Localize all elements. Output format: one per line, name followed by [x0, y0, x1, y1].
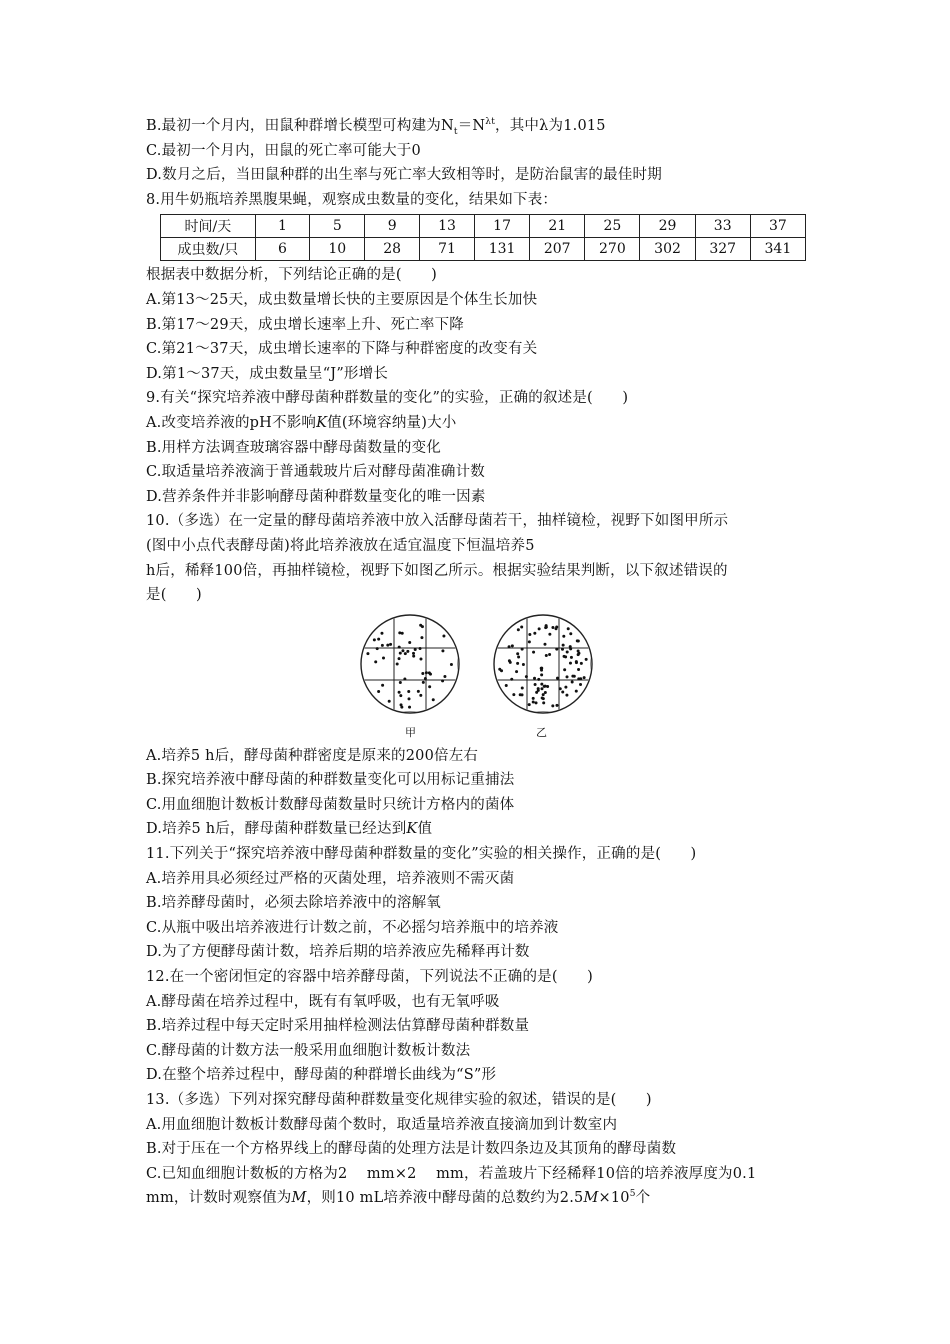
table-header-counts: 成虫数/只 [161, 238, 256, 261]
yeast-dot [528, 640, 531, 643]
yeast-dot [377, 637, 380, 640]
table-cell-day: 17 [475, 215, 530, 238]
table-cell-count: 6 [255, 238, 310, 261]
q9a-k: K [316, 414, 328, 431]
yeast-dot [546, 685, 549, 688]
yeast-dot [533, 631, 536, 634]
yeast-dot [512, 693, 515, 696]
table-cell-count: 131 [475, 238, 530, 261]
yeast-dot [569, 645, 572, 648]
q11-option-c: C.从瓶中吸出培养液进行计数之前，不必摇匀培养瓶中的培养液 [146, 919, 559, 936]
table-cell-count: 71 [420, 238, 475, 261]
q10-stem-line3: h后，稀释100倍，再抽样镜检，视野下如图乙所示。根据实验结果判断，以下叙述错误的 [146, 562, 728, 579]
yeast-dot [386, 643, 389, 646]
yeast-dot [548, 632, 551, 635]
yeast-dot [374, 660, 377, 663]
yeast-dot [408, 697, 411, 700]
yeast-dot [551, 704, 554, 707]
q11-stem: 11.下列关于“探究培养液中酵母菌种群数量的变化”实验的相关操作，正确的是( ) [146, 846, 697, 863]
yeast-dot [562, 643, 565, 646]
yeast-dot [564, 655, 567, 658]
yeast-dot [521, 647, 524, 650]
yeast-dot [570, 656, 573, 659]
yeast-dot [575, 689, 578, 692]
table-cell-count: 302 [640, 238, 695, 261]
yeast-dot [540, 682, 543, 685]
q10-option-a: A.培养5 h后，酵母菌种群密度是原来的200倍左右 [146, 747, 479, 764]
yeast-dot [545, 624, 548, 627]
table-cell-day: 33 [695, 215, 750, 238]
q10d-post: 值 [417, 821, 433, 838]
q12-option-b: B.培养过程中每天定时采用抽样检测法估算酵母菌种群数量 [146, 1018, 530, 1035]
table-row-days [161, 215, 806, 238]
hemocytometer-svg [146, 612, 806, 742]
yeast-dot [407, 690, 410, 693]
q13c-pre: mm，计数时观察值为 [146, 1190, 292, 1207]
yeast-dot [419, 694, 422, 697]
yeast-dot [417, 690, 420, 693]
yeast-dot [577, 639, 580, 642]
yeast-dot [556, 676, 559, 679]
yeast-dot [521, 686, 524, 689]
q12-stem: 12.在一个密闭恒定的容器中培养酵母菌，下列说法不正确的是( ) [146, 969, 593, 986]
table-cell-day: 9 [365, 215, 420, 238]
q10-option-c: C.用血细胞计数板计数酵母菌数量时只统计方格内的菌体 [146, 796, 515, 813]
yeast-dot [408, 641, 411, 644]
yeast-dot [541, 696, 544, 699]
yeast-dot [510, 677, 513, 680]
q10d-pre: D.培养5 h后，酵母菌种群数量已经达到 [146, 821, 407, 838]
yeast-dot [515, 670, 518, 673]
field-of-view-a [361, 615, 459, 713]
yeast-dot [422, 681, 425, 684]
q13c-post: 个 [635, 1190, 651, 1207]
yeast-dot [511, 644, 514, 647]
yeast-dot [555, 704, 558, 707]
yeast-dot [573, 674, 576, 677]
yeast-dot [583, 676, 586, 679]
q9a-post: 值(环境容纳量)大小 [327, 414, 457, 431]
yeast-dot [577, 677, 580, 680]
yeast-dot [569, 632, 572, 635]
yeast-dot [532, 700, 535, 703]
figure-label-jia: 甲 [405, 725, 416, 739]
yeast-dot [421, 672, 424, 675]
yeast-dot [428, 671, 431, 674]
table-cell-day: 1 [255, 215, 310, 238]
table-cell-day: 5 [310, 215, 365, 238]
q13-option-b: B.对于压在一个方格界线上的酵母菌的处理方法是计数四条边及其顶角的酵母菌数 [146, 1141, 677, 1158]
yeast-dot [540, 673, 543, 676]
table-cell-day: 29 [640, 215, 695, 238]
yeast-dot [517, 655, 520, 658]
q12-option-d: D.在整个培养过程中，酵母菌的种群增长曲线为“S”形 [146, 1067, 497, 1084]
q10-option-d [146, 817, 806, 842]
yeast-dot [424, 677, 427, 680]
yeast-dot [419, 657, 422, 660]
yeast-dot [551, 626, 554, 629]
q7b-sup2: t [491, 117, 496, 128]
q8-stem: 8.用牛奶瓶培养黑腹果蝇，观察成虫数量的变化，结果如下表： [146, 191, 558, 208]
q10-stem-line4: 是( ) [146, 587, 202, 604]
q13-stem: 13.（多选）下列对探究酵母菌种群数量变化规律实验的叙述，错误的是( ) [146, 1092, 652, 1108]
yeast-dot [580, 662, 583, 665]
yeast-dot [525, 675, 528, 678]
yeast-dot [399, 651, 402, 654]
q8-option-a: A.第13～25天，成虫数量增长快的主要原因是个体生长加快 [146, 291, 538, 308]
yeast-dot [516, 652, 519, 655]
table-cell-count: 10 [310, 238, 365, 261]
yeast-dot [566, 650, 569, 653]
yeast-dot [534, 683, 537, 686]
yeast-dot [382, 656, 385, 659]
yeast-dot [537, 687, 540, 690]
yeast-dot [408, 705, 411, 708]
yeast-dot [564, 685, 567, 688]
yeast-dot [432, 698, 435, 701]
yeast-dot [441, 649, 444, 652]
q9-stem: 9.有关“探究培养液中酵母菌种群数量的变化”的实验，正确的叙述是( ) [146, 390, 629, 407]
q7b-sub: t [453, 126, 458, 137]
q10-stem-line1: 10.（多选）在一定量的酵母菌培养液中放入活酵母菌若干，抽样镜检，视野下如图甲所示 [146, 513, 729, 530]
yeast-dot [399, 694, 402, 697]
yeast-dot [535, 701, 538, 704]
q11-option-d: D.为了方便酵母菌计数，培养后期的培养液应先稀释再计数 [146, 944, 530, 961]
table-cell-count: 270 [585, 238, 640, 261]
hemocytometer-figure [146, 612, 806, 742]
table-cell-day: 13 [420, 215, 475, 238]
q8-question: 根据表中数据分析，下列结论正确的是( ) [146, 267, 438, 284]
table-cell-day: 37 [750, 215, 805, 238]
yeast-dot [508, 645, 511, 648]
yeast-dot [366, 652, 369, 655]
q10-option-b: B.探究培养液中酵母菌的种群数量变化可以用标记重捕法 [146, 772, 515, 789]
yeast-dot [419, 647, 422, 650]
yeast-dot [545, 654, 548, 657]
yeast-dot [542, 701, 545, 704]
yeast-dot [561, 647, 564, 650]
q13c-sup: 5 [629, 1189, 636, 1200]
yeast-dot [517, 628, 520, 631]
yeast-dot [579, 683, 582, 686]
q13c-m2: M [583, 1190, 599, 1207]
yeast-dot [420, 636, 423, 639]
table-cell-count: 341 [750, 238, 805, 261]
yeast-dot [373, 638, 376, 641]
q10d-k: K [406, 821, 418, 838]
yeast-dot [535, 691, 538, 694]
yeast-dot [381, 644, 384, 647]
q13-option-c-line2 [146, 1186, 806, 1211]
q11-option-b: B.培养酵母菌时，必须去除培养液中的溶解氧 [146, 895, 441, 912]
q13c-x: ×10 [598, 1190, 630, 1207]
yeast-dot [425, 671, 428, 674]
table-cell-count: 207 [530, 238, 585, 261]
yeast-dot [533, 676, 536, 679]
figure-label-yi: 乙 [536, 725, 547, 739]
yeast-dot [399, 681, 402, 684]
yeast-dot [421, 625, 424, 628]
yeast-dot [398, 645, 401, 648]
yeast-dot [544, 691, 547, 694]
yeast-dot [441, 679, 444, 682]
q9-option-c: C.取适量培养液滴于普通载玻片后对酵母菌准确计数 [146, 464, 485, 481]
q9a-pre: A.改变培养液的pH不影响 [146, 414, 317, 431]
yeast-dot [532, 650, 535, 653]
document-page [146, 114, 806, 1211]
q7b-prefix: B.最初一个月内，田鼠种群增长模型可构建为N [146, 118, 454, 134]
yeast-dot [505, 684, 508, 687]
yeast-dot [443, 675, 446, 678]
table-cell-day: 21 [530, 215, 585, 238]
yeast-dot [528, 703, 531, 706]
yeast-dot [562, 634, 565, 637]
q11-option-a: A.培养用具必须经过严格的灭菌处理，培养液则不需灭菌 [146, 870, 515, 887]
table-header-days: 时间/天 [161, 215, 256, 238]
yeast-dot [412, 652, 415, 655]
yeast-dot [389, 643, 392, 646]
q9-option-a [146, 411, 806, 436]
yeast-dot [406, 650, 409, 653]
yeast-dot [428, 685, 431, 688]
yeast-dot [519, 693, 522, 696]
yeast-dot [403, 677, 406, 680]
yeast-dot [571, 680, 574, 683]
yeast-dot [404, 652, 407, 655]
yeast-dot [540, 666, 543, 669]
q8-option-c: C.第21～37天，成虫增长速率的下降与种群密度的改变有关 [146, 341, 538, 358]
yeast-dot [566, 675, 569, 678]
yeast-dot [450, 663, 453, 666]
q9-option-d: D.营养条件并非影响酵母菌种群数量变化的唯一因素 [146, 488, 486, 505]
q7-option-b [146, 114, 806, 139]
yeast-dot [377, 690, 380, 693]
yeast-dot [543, 642, 546, 645]
q9-option-b: B.用样方法调查玻璃容器中酵母菌数量的变化 [146, 439, 441, 456]
yeast-dot [543, 685, 546, 688]
yeast-dot [542, 693, 545, 696]
yeast-dot [398, 690, 401, 693]
q8-option-b: B.第17～29天，成虫增长速率上升、死亡率下降 [146, 316, 464, 333]
yeast-dot [538, 627, 541, 630]
q7b-mid: ＝N [457, 118, 486, 134]
yeast-dot [509, 661, 512, 664]
yeast-dot [555, 625, 558, 628]
yeast-dot [522, 663, 525, 666]
yeast-dot [520, 625, 523, 628]
table-row-counts [161, 238, 806, 261]
yeast-dot [569, 661, 572, 664]
yeast-dot [540, 687, 543, 690]
fruitfly-data-table [160, 214, 806, 261]
q7b-sup: λ [485, 117, 492, 128]
q12-option-a: A.酵母菌在培养过程中，既有有氧呼吸，也有无氧呼吸 [146, 993, 500, 1010]
q13-option-a: A.用血细胞计数板计数酵母菌个数时，取适量培养液直接滴加到计数室内 [146, 1116, 618, 1133]
yeast-dot [376, 647, 379, 650]
yeast-dot [565, 693, 568, 696]
yeast-dot [442, 634, 445, 637]
yeast-dot [396, 662, 399, 665]
yeast-dot [398, 657, 401, 660]
yeast-dot [516, 662, 519, 665]
yeast-dot [532, 697, 535, 700]
yeast-dot [577, 653, 580, 656]
q13c-m: M [291, 1190, 307, 1207]
q13c-mid: ，则10 mL培养液中酵母菌的总数约为2.5 [306, 1190, 584, 1207]
field-of-view-b [494, 615, 592, 713]
q7-option-c: C.最初一个月内，田鼠的死亡率可能大于0 [146, 142, 421, 159]
yeast-dot [548, 653, 551, 656]
yeast-dot [585, 658, 588, 661]
yeast-dot [401, 631, 404, 634]
yeast-dot [381, 683, 384, 686]
yeast-dot [577, 668, 580, 671]
yeast-dot [567, 627, 570, 630]
table-cell-count: 327 [695, 238, 750, 261]
q8-option-d: D.第1～37天，成虫数量呈“J”形增长 [146, 365, 389, 382]
q13-option-c-line1: C.已知血细胞计数板的方格为2 mm×2 mm，若盖玻片下经稀释10倍的培养液厚度为0.1 [146, 1165, 757, 1182]
q7-option-d: D.数月之后，当田鼠种群的出生率与死亡率大致相等时，是防治鼠害的最佳时期 [146, 167, 662, 184]
yeast-dot [575, 661, 578, 664]
yeast-dot [555, 647, 558, 650]
table-cell-count: 28 [365, 238, 420, 261]
q12-option-c: C.酵母菌的计数方法一般采用血细胞计数板计数法 [146, 1042, 471, 1059]
q7b-suffix: ，其中λ为1.015 [495, 118, 606, 134]
yeast-dot [388, 699, 391, 702]
yeast-dot [412, 654, 415, 657]
yeast-dot [401, 649, 404, 652]
yeast-dot [563, 668, 566, 671]
table-cell-day: 25 [585, 215, 640, 238]
yeast-dot [414, 648, 417, 651]
q10-stem-line2: (图中小点代表酵母菌)将此培养液放在适宜温度下恒温培养5 [146, 537, 535, 554]
yeast-dot [500, 669, 503, 672]
yeast-dot [559, 687, 562, 690]
yeast-dot [400, 705, 403, 708]
yeast-dot [537, 678, 540, 681]
yeast-dot [561, 690, 564, 693]
yeast-dot [528, 633, 531, 636]
yeast-dot [380, 631, 383, 634]
